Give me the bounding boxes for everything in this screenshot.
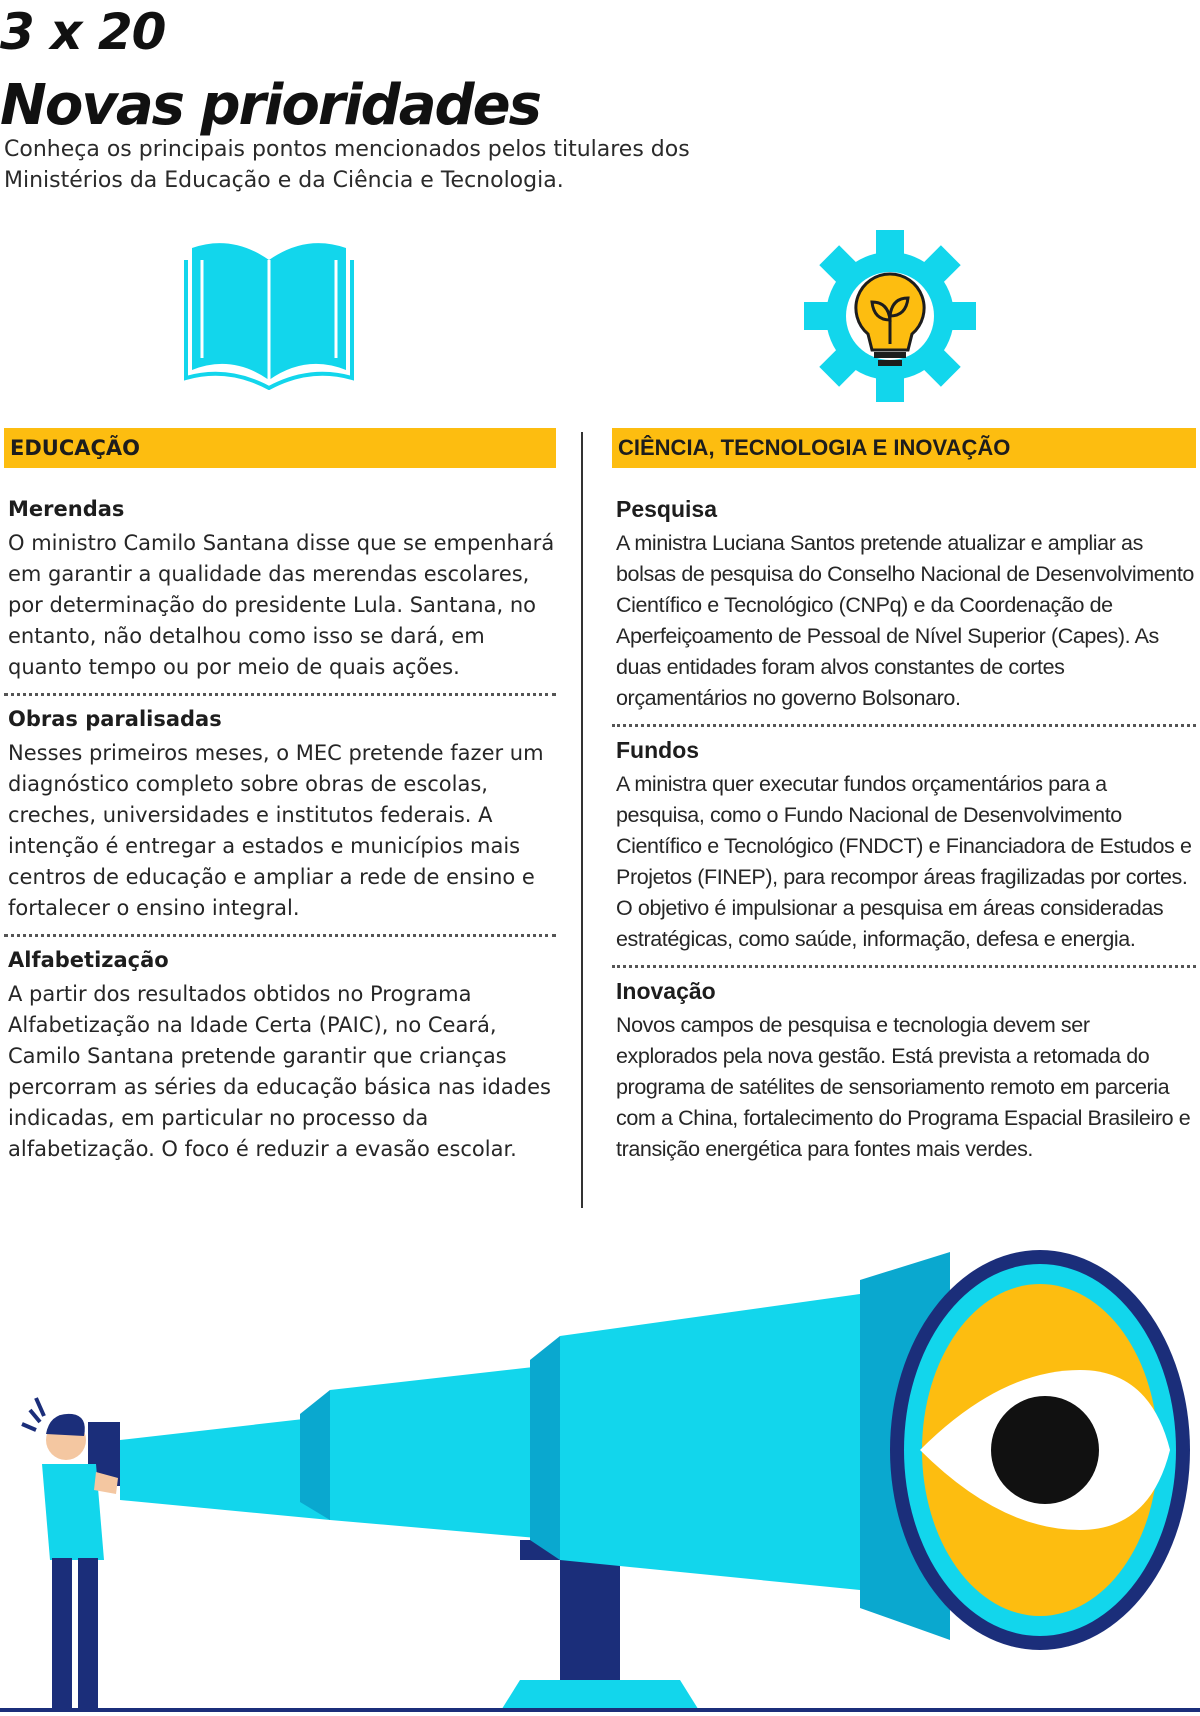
list-item	[612, 968, 1196, 1175]
education-column	[4, 428, 556, 1175]
open-book-icon	[184, 230, 354, 394]
list-item	[612, 727, 1196, 968]
column-divider	[581, 432, 583, 1208]
item-title: Obras paralisadas	[8, 707, 222, 731]
science-heading: CIÊNCIA, TECNOLOGIA E INOVAÇÃO	[612, 428, 1196, 468]
kicker: 3 x 20	[0, 3, 166, 61]
item-title: Fundos	[616, 737, 700, 763]
item-body: A ministra Luciana Santos pretende atualizar e ampliar as bolsas de pesquisa do Conselho Nacional de Desenvolvimento Científico e Tecnológico (CNPq) e da Coordenação de Aperfeiçoamento de Pessoal de Nível Superior (Capes). As duas entidades foram alvos constantes de cortes orçamentários no governo Bolsonaro.	[616, 531, 1194, 710]
list-item	[4, 696, 556, 937]
item-body: Nesses primeiros meses, o MEC pretende fazer um diagnóstico completo sobre obras de escolas, creches, universidades e institutos federais. A intenção é entregar a estados e municípios mais centros de educação e ampliar a rede de ensino e fortalecer o ensino integral.	[8, 741, 544, 920]
item-body: A ministra quer executar fundos orçamentários para a pesquisa, como o Fundo Nacional de Desenvolvimento Científico e Tecnológico (FNDCT) e Financiadora de Estudos e Projetos (FINEP), para recompor áreas fragilizadas por cortes. O objetivo é impulsionar a pesquisa em áreas consideradas estratégicas, como saúde, informação, defesa e energia.	[616, 772, 1192, 951]
education-heading: EDUCAÇÃO	[4, 428, 556, 468]
list-item	[612, 486, 1196, 727]
science-column	[612, 428, 1196, 1175]
telescope-eye-illustration	[0, 1240, 1200, 1716]
item-body: O ministro Camilo Santana disse que se empenhará em garantir a qualidade das merendas escolares, por determinação do presidente Lula. Santana, no entanto, não detalhou como isso se dará, em quanto tempo ou por meio de quais ações.	[8, 531, 555, 679]
item-title: Inovação	[616, 978, 716, 1004]
item-body: Novos campos de pesquisa e tecnologia devem ser explorados pela nova gestão. Está prevista a retomada do programa de satélites de sensoriamento remoto em parceria com a China, fortalecimento do Programa Espacial Brasileiro e transição energética para fontes mais verdes.	[616, 1013, 1191, 1161]
item-body: A partir dos resultados obtidos no Programa Alfabetização na Idade Certa (PAIC), no Ceará, Camilo Santana pretende garantir que crianças percorram as séries da educação básica nas idades indicadas, em particular no processo da alfabetização. O foco é reduzir a evasão escolar.	[8, 982, 551, 1161]
list-item	[4, 486, 556, 696]
item-title: Alfabetização	[8, 948, 169, 972]
item-title: Pesquisa	[616, 496, 717, 522]
page-title: Novas prioridades	[0, 73, 540, 138]
gear-lightbulb-sprout-icon	[800, 226, 980, 410]
list-item	[4, 937, 556, 1175]
subtitle: Conheça os principais pontos mencionados pelos titulares dos Ministérios da Educação e da Ciência e Tecnologia.	[4, 137, 690, 193]
item-title: Merendas	[8, 497, 125, 521]
